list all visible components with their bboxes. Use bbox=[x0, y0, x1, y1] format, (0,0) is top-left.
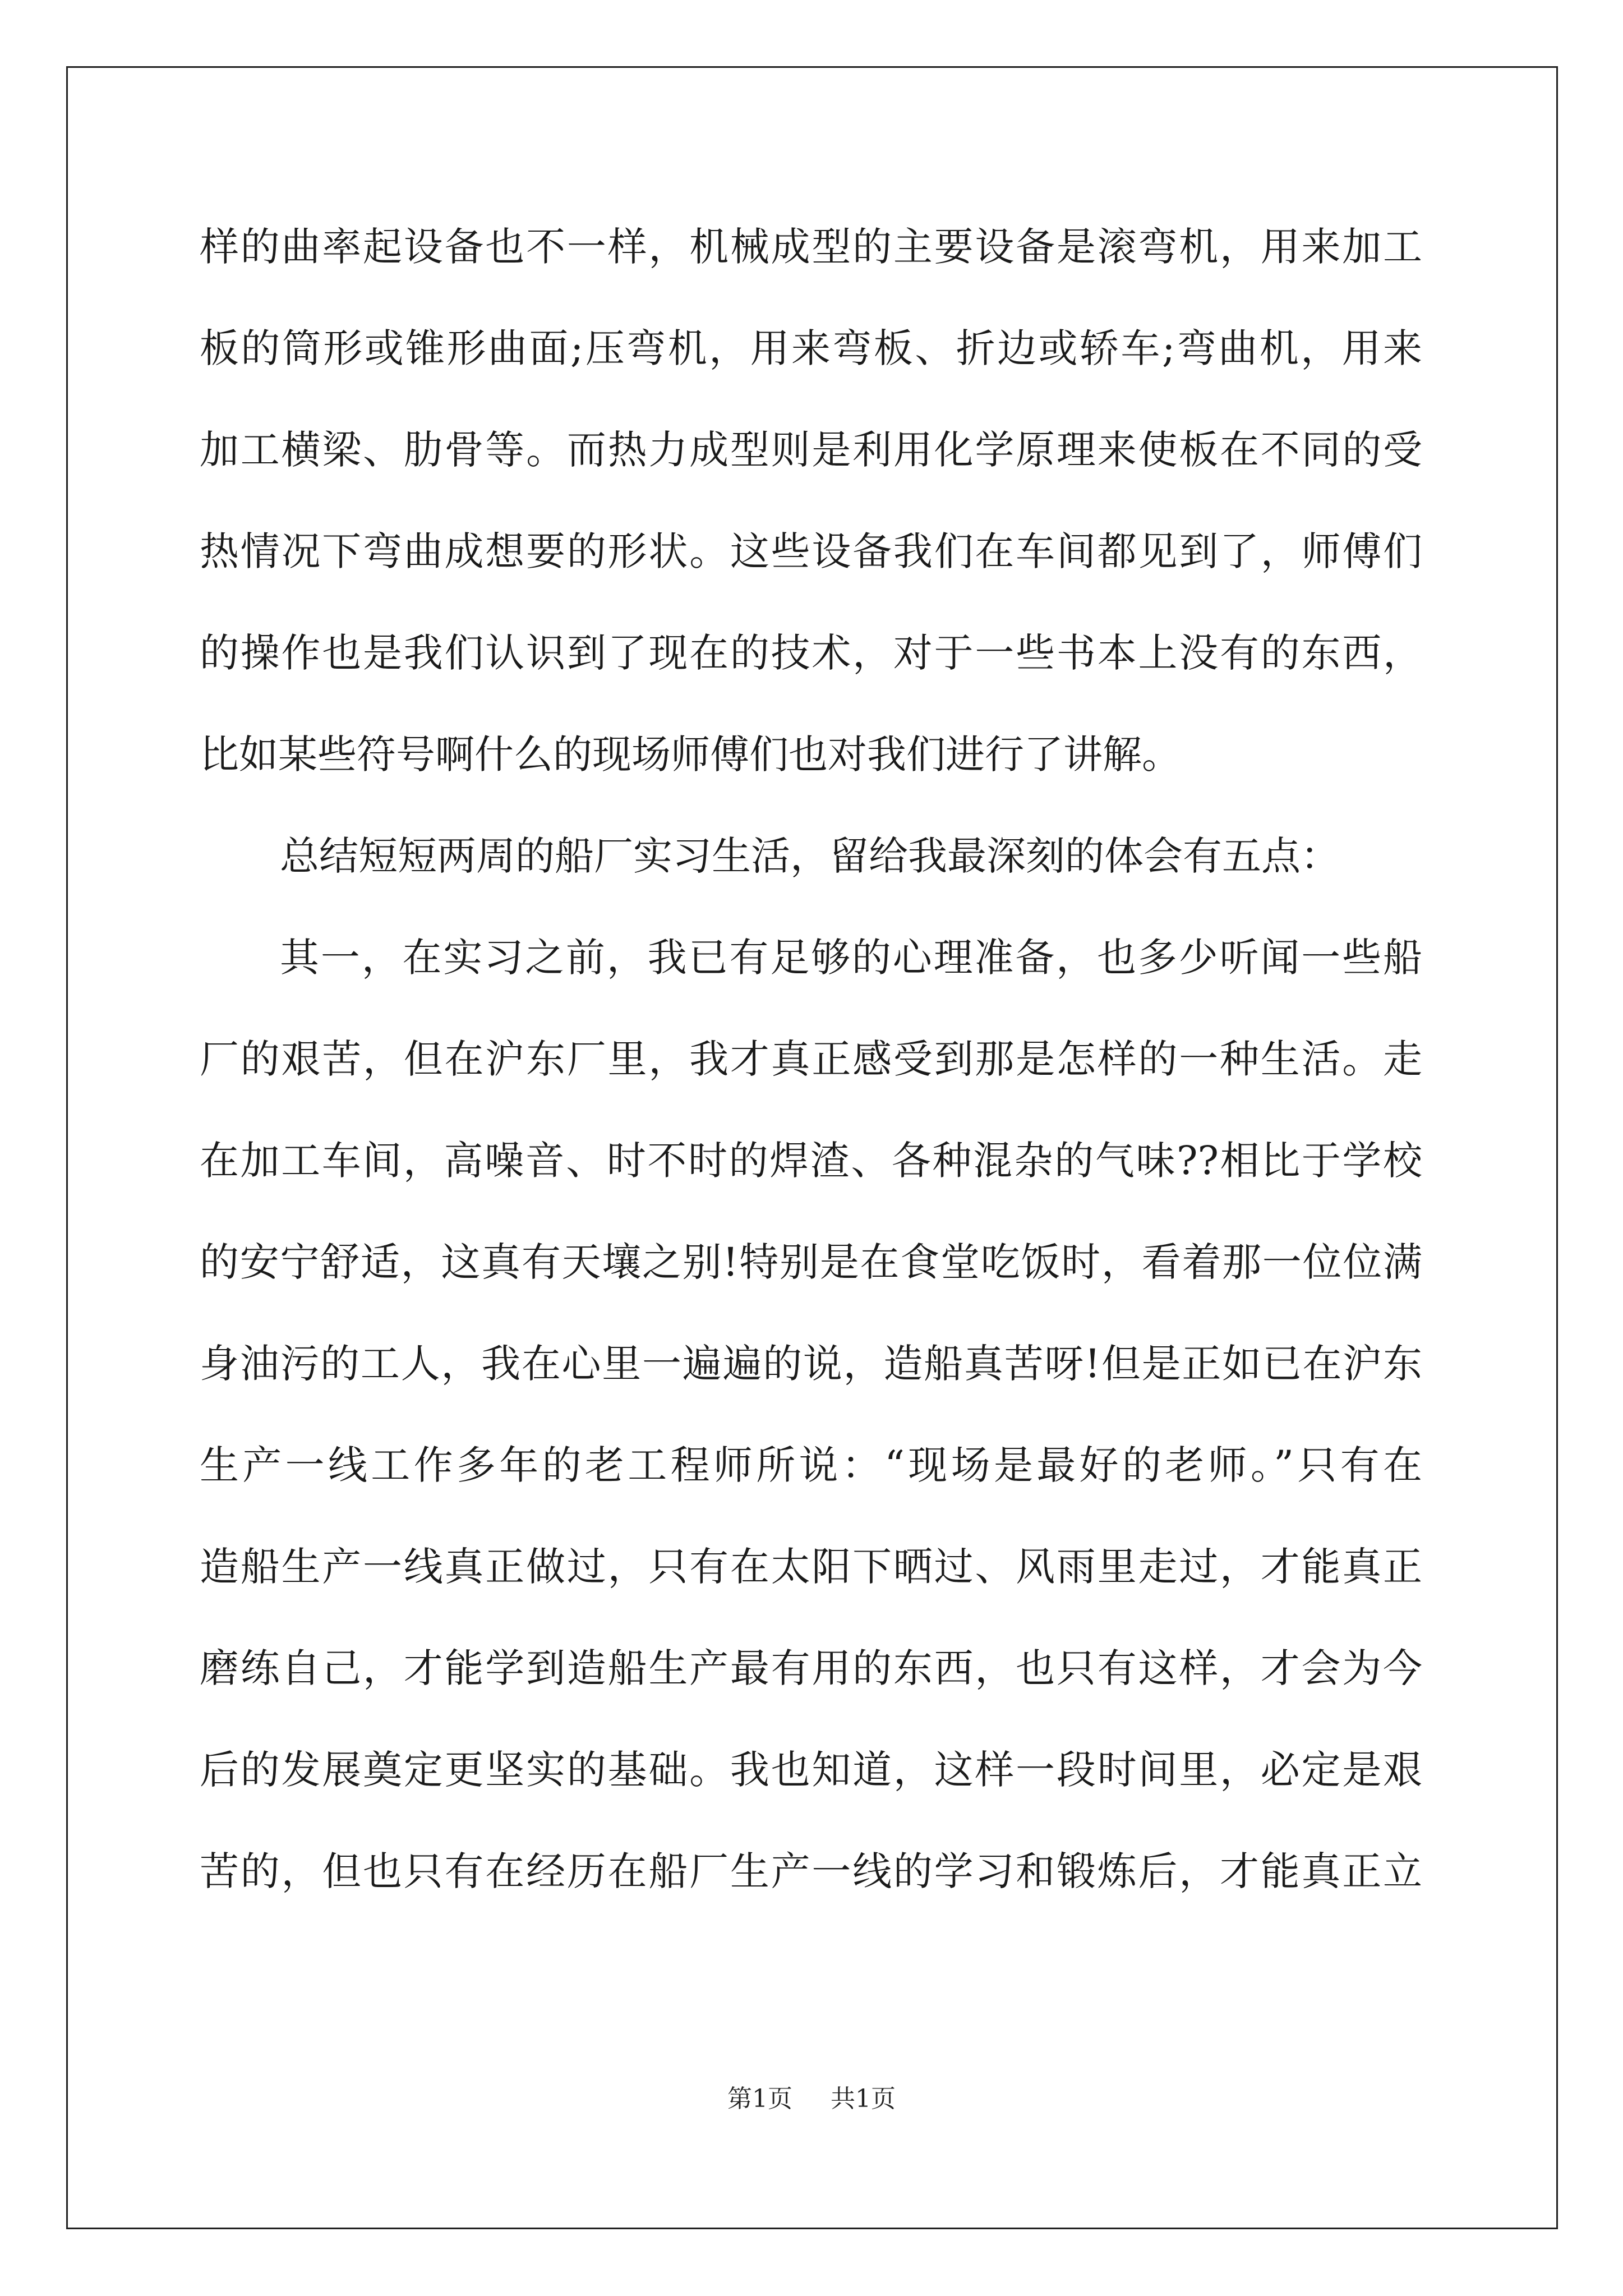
text-line: 厂的艰苦，但在沪东厂里，我才真正感受到那是怎样的一种生活。走 bbox=[200, 1036, 1422, 1082]
text-line: 造船生产一线真正做过，只有在太阳下晒过、风雨里走过，才能真正 bbox=[200, 1544, 1422, 1590]
text-line: 后的发展奠定更坚实的基础。我也知道，这样一段时间里，必定是艰 bbox=[200, 1747, 1422, 1793]
text-line: 加工横梁、肋骨等。而热力成型则是利用化学原理来使板在不同的受 bbox=[200, 427, 1422, 473]
text-line: 磨练自己，才能学到造船生产最有用的东西，也只有这样，才会为今 bbox=[200, 1645, 1422, 1691]
text-line: 身油污的工人，我在心里一遍遍的说，造船真苦呀!但是正如已在沪东 bbox=[200, 1341, 1422, 1387]
text-line: 生产一线工作多年的老工程师所说：“现场是最好的老师。”只有在 bbox=[200, 1442, 1422, 1488]
text-line: 苦的，但也只有在经历在船厂生产一线的学习和锻炼后，才能真正立 bbox=[200, 1848, 1422, 1894]
document-body bbox=[200, 196, 1422, 1922]
page-footer bbox=[0, 2082, 1623, 2116]
text-line: 其一，在实习之前，我已有足够的心理准备，也多少听闻一些船 bbox=[280, 935, 1422, 981]
page-number: 第1页 bbox=[727, 2085, 792, 2113]
page-total: 共1页 bbox=[831, 2085, 896, 2113]
text-line: 热情况下弯曲成想要的形状。这些设备我们在车间都见到了，师傅们 bbox=[200, 528, 1422, 574]
text-line: 总结短短两周的船厂实习生活，留给我最深刻的体会有五点： bbox=[280, 833, 1340, 879]
text-line: 的操作也是我们认识到了现在的技术，对于一些书本上没有的东西， bbox=[200, 630, 1422, 676]
text-line: 板的筒形或锥形曲面;压弯机，用来弯板、折边或轿车;弯曲机，用来 bbox=[200, 325, 1422, 371]
text-line: 的安宁舒适，这真有天壤之别!特别是在食堂吃饭时，看着那一位位满 bbox=[200, 1239, 1422, 1285]
text-line: 在加工车间，高噪音、时不时的焊渣、各种混杂的气味??相比于学校 bbox=[200, 1138, 1422, 1184]
text-line: 样的曲率起设备也不一样，机械成型的主要设备是滚弯机，用来加工 bbox=[200, 224, 1422, 270]
text-line: 比如某些符号啊什么的现场师傅们也对我们进行了讲解。 bbox=[200, 731, 1181, 777]
